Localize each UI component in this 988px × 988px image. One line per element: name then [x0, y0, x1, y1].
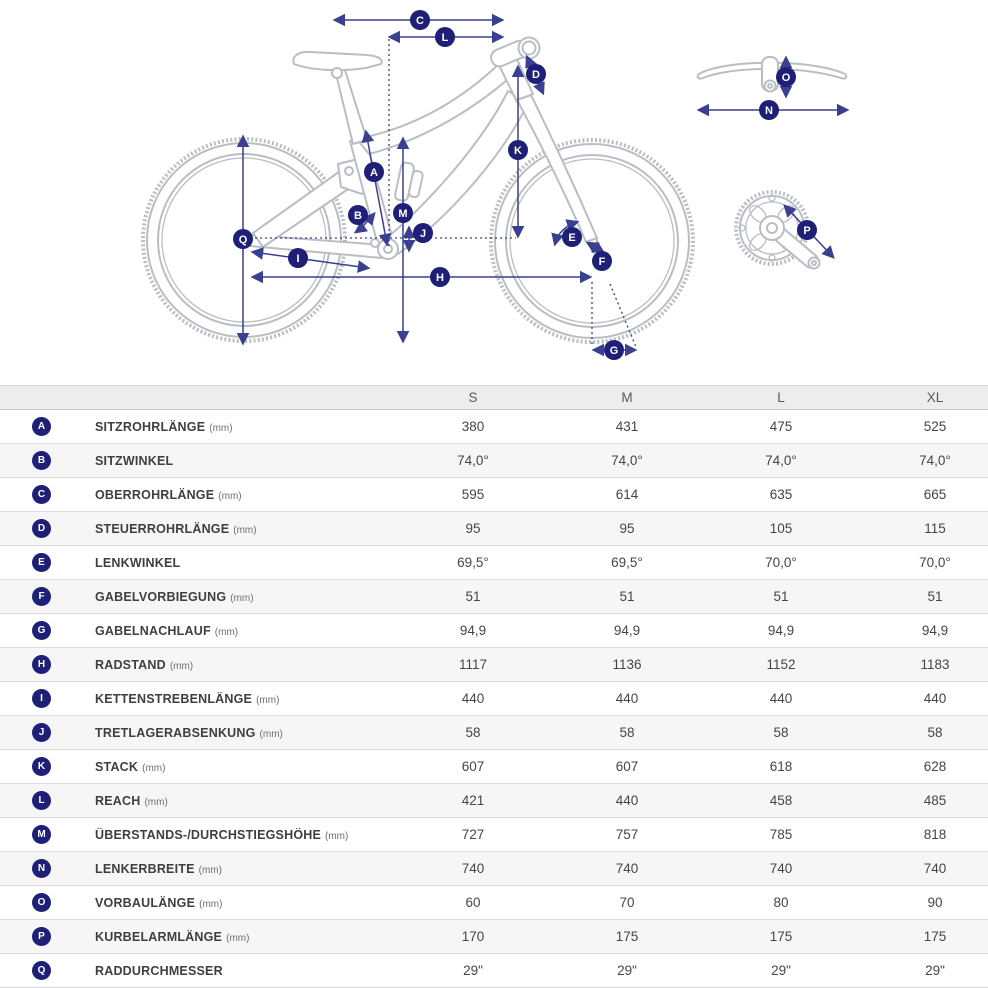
value-d-l: 105 [769, 521, 793, 536]
row-badge-cell [0, 553, 95, 572]
value-g-m: 94,9 [613, 623, 641, 638]
handlebar-illustration [698, 57, 847, 92]
row-letter-badge: M [32, 825, 51, 844]
table-row-h [0, 648, 988, 682]
row-badge-cell [0, 893, 95, 912]
row-unit: (mm) [325, 830, 349, 842]
row-letter-badge: E [32, 553, 51, 572]
value-o-l: 80 [773, 895, 789, 910]
value-m-l: 785 [769, 827, 793, 842]
value-q-l: 29" [771, 963, 791, 978]
marker-m [393, 203, 413, 223]
row-label-cell [95, 896, 396, 910]
column-header-m: M [621, 390, 633, 405]
table-row-o [0, 886, 988, 920]
column-header-s: S [468, 390, 478, 405]
value-k-s: 607 [461, 759, 485, 774]
value-p-xl: 175 [923, 929, 947, 944]
table-row-c [0, 478, 988, 512]
row-label-cell [95, 930, 396, 944]
table-row-p [0, 920, 988, 954]
value-c-m: 614 [615, 487, 639, 502]
marker-n [759, 100, 779, 120]
table-row-f [0, 580, 988, 614]
svg-text:H: H [436, 272, 444, 284]
row-label-cell [95, 760, 396, 774]
value-h-xl: 1183 [920, 657, 950, 672]
value-e-s: 69,5° [457, 555, 489, 570]
row-badge-cell [0, 519, 95, 538]
value-o-xl: 90 [927, 895, 943, 910]
value-p-l: 175 [769, 929, 793, 944]
row-label: GABELVORBIEGUNG [95, 589, 227, 604]
row-label-cell [95, 488, 396, 502]
value-b-m: 74,0° [611, 453, 643, 468]
value-k-xl: 628 [923, 759, 947, 774]
value-l-l: 458 [769, 793, 793, 808]
row-label-cell [95, 726, 396, 740]
marker-q [233, 229, 253, 249]
row-letter-badge: D [32, 519, 51, 538]
column-header-l: L [777, 390, 785, 405]
row-unit: (mm) [233, 524, 257, 536]
row-label-cell [95, 420, 396, 434]
svg-text:D: D [532, 69, 540, 81]
row-unit: (mm) [142, 762, 166, 774]
svg-text:G: G [609, 345, 619, 357]
value-b-xl: 74,0° [919, 453, 951, 468]
row-label: KURBELARMLÄNGE [95, 929, 223, 944]
row-letter-badge: A [32, 417, 51, 436]
front-wheel-illustration [491, 140, 693, 342]
table-row-d [0, 512, 988, 546]
value-b-s: 74,0° [457, 453, 489, 468]
value-n-l: 740 [769, 861, 793, 876]
value-h-l: 1152 [766, 657, 796, 672]
row-badge-cell [0, 791, 95, 810]
table-row-m [0, 818, 988, 852]
value-a-xl: 525 [923, 419, 947, 434]
value-i-xl: 440 [923, 691, 947, 706]
value-a-m: 431 [615, 419, 639, 434]
value-d-xl: 115 [924, 521, 946, 536]
value-j-l: 58 [773, 725, 789, 740]
table-row-j [0, 716, 988, 750]
value-l-s: 421 [461, 793, 485, 808]
value-m-xl: 818 [923, 827, 947, 842]
row-badge-cell [0, 927, 95, 946]
row-letter-badge: P [32, 927, 51, 946]
row-letter-badge: I [32, 689, 51, 708]
row-letter-badge: N [32, 859, 51, 878]
svg-text:C: C [416, 15, 424, 27]
value-p-s: 170 [461, 929, 485, 944]
svg-text:F: F [598, 256, 606, 268]
svg-text:B: B [354, 210, 362, 222]
row-unit: (mm) [198, 864, 222, 876]
row-letter-badge: K [32, 757, 51, 776]
row-badge-cell [0, 961, 95, 980]
value-n-s: 740 [461, 861, 485, 876]
table-row-g [0, 614, 988, 648]
row-label-cell [95, 794, 396, 808]
marker-a [364, 162, 384, 182]
row-unit: (mm) [144, 796, 168, 808]
row-unit: (mm) [230, 592, 254, 604]
value-c-l: 635 [769, 487, 793, 502]
column-header-xl: XL [926, 390, 944, 405]
row-unit: (mm) [218, 490, 242, 502]
row-letter-badge: F [32, 587, 51, 606]
value-c-xl: 665 [923, 487, 947, 502]
row-unit: (mm) [256, 694, 280, 706]
value-q-m: 29" [617, 963, 637, 978]
value-n-m: 740 [615, 861, 639, 876]
value-c-s: 595 [461, 487, 485, 502]
value-f-l: 51 [773, 589, 789, 604]
row-unit: (mm) [209, 422, 233, 434]
value-g-xl: 94,9 [921, 623, 949, 638]
row-label: REACH [95, 793, 141, 808]
row-label: VORBAULÄNGE [95, 895, 196, 910]
row-label: GABELNACHLAUF [95, 623, 211, 638]
row-badge-cell [0, 723, 95, 742]
table-row-b [0, 444, 988, 478]
svg-text:P: P [803, 225, 811, 237]
row-label: TRETLAGERABSENKUNG [95, 725, 256, 740]
row-label-cell [95, 624, 396, 638]
value-d-s: 95 [465, 521, 481, 536]
row-letter-badge: B [32, 451, 51, 470]
value-f-xl: 51 [927, 589, 943, 604]
value-i-m: 440 [615, 691, 639, 706]
row-label: ÜBERSTANDS-/DURCHSTIEGSHÖHE [95, 827, 322, 842]
table-header-row [0, 385, 988, 410]
table-row-i [0, 682, 988, 716]
table-row-n [0, 852, 988, 886]
row-label: RADDURCHMESSER [95, 963, 223, 978]
row-label: SITZROHRLÄNGE [95, 419, 206, 434]
row-label-cell [95, 692, 396, 706]
row-badge-cell [0, 587, 95, 606]
row-letter-badge: L [32, 791, 51, 810]
row-letter-badge: Q [32, 961, 51, 980]
marker-g [604, 340, 624, 360]
value-f-s: 51 [465, 589, 481, 604]
svg-text:L: L [441, 32, 449, 44]
value-i-s: 440 [461, 691, 485, 706]
marker-p [797, 220, 817, 240]
table-row-q [0, 954, 988, 988]
row-unit: (mm) [226, 932, 250, 944]
marker-j [413, 223, 433, 243]
row-label-cell [95, 658, 396, 672]
row-label: KETTENSTREBENLÄNGE [95, 691, 253, 706]
svg-text:Q: Q [238, 234, 248, 246]
value-q-s: 29" [463, 963, 483, 978]
value-h-s: 1117 [458, 657, 488, 672]
value-e-l: 70,0° [765, 555, 797, 570]
row-badge-cell [0, 451, 95, 470]
value-e-m: 69,5° [611, 555, 643, 570]
row-label-cell [95, 964, 396, 978]
row-label: STEUERROHRLÄNGE [95, 521, 230, 536]
row-label-cell [95, 828, 396, 842]
marker-e [562, 227, 582, 247]
row-label-cell [95, 556, 396, 570]
row-badge-cell [0, 689, 95, 708]
marker-i [288, 248, 308, 268]
row-badge-cell [0, 825, 95, 844]
row-letter-badge: H [32, 655, 51, 674]
row-label: OBERROHRLÄNGE [95, 487, 215, 502]
row-label: LENKWINKEL [95, 555, 181, 570]
row-label-cell [95, 590, 396, 604]
row-badge-cell [0, 859, 95, 878]
table-row-a [0, 410, 988, 444]
svg-text:A: A [370, 167, 378, 179]
marker-k [508, 140, 528, 160]
row-badge-cell [0, 757, 95, 776]
value-j-s: 58 [465, 725, 481, 740]
svg-text:K: K [514, 145, 522, 157]
row-letter-badge: J [32, 723, 51, 742]
row-label: RADSTAND [95, 657, 166, 672]
svg-text:E: E [568, 232, 576, 244]
row-unit: (mm) [259, 728, 283, 740]
value-j-xl: 58 [927, 725, 943, 740]
value-m-s: 727 [461, 827, 485, 842]
value-e-xl: 70,0° [919, 555, 951, 570]
value-a-s: 380 [461, 419, 485, 434]
row-badge-cell [0, 417, 95, 436]
value-k-m: 607 [615, 759, 639, 774]
svg-text:J: J [419, 228, 427, 240]
svg-text:I: I [296, 253, 300, 265]
row-letter-badge: G [32, 621, 51, 640]
row-badge-cell [0, 655, 95, 674]
marker-o [776, 67, 796, 87]
table-row-k [0, 750, 988, 784]
bike-geometry-diagram [0, 0, 988, 385]
row-badge-cell [0, 621, 95, 640]
svg-text:O: O [781, 72, 791, 84]
shock-illustration [394, 162, 424, 204]
value-h-m: 1136 [612, 657, 642, 672]
geometry-table [0, 385, 988, 988]
row-unit: (mm) [214, 626, 239, 638]
value-d-m: 95 [619, 521, 635, 536]
value-g-l: 94,9 [767, 623, 795, 638]
svg-text:M: M [398, 208, 408, 220]
row-label-cell [95, 522, 396, 536]
value-l-m: 440 [615, 793, 639, 808]
marker-b [348, 205, 368, 225]
table-row-e [0, 546, 988, 580]
value-k-l: 618 [769, 759, 793, 774]
row-badge-cell [0, 485, 95, 504]
row-label: LENKERBREITE [95, 861, 195, 876]
value-p-m: 175 [615, 929, 639, 944]
row-label: STACK [95, 759, 139, 774]
value-a-l: 475 [769, 419, 793, 434]
value-g-s: 94,9 [459, 623, 487, 638]
value-l-xl: 485 [923, 793, 947, 808]
table-body [0, 410, 988, 988]
row-label: SITZWINKEL [95, 453, 174, 468]
marker-h [430, 267, 450, 287]
row-unit: (mm) [199, 898, 223, 910]
value-j-m: 58 [619, 725, 635, 740]
row-label-cell [95, 862, 396, 876]
marker-d [526, 64, 546, 84]
value-q-xl: 29" [925, 963, 945, 978]
svg-text:N: N [765, 105, 773, 117]
value-o-m: 70 [619, 895, 635, 910]
table-row-l [0, 784, 988, 818]
value-i-l: 440 [769, 691, 793, 706]
value-f-m: 51 [619, 589, 635, 604]
value-o-s: 60 [465, 895, 481, 910]
value-n-xl: 740 [923, 861, 947, 876]
value-b-l: 74,0° [765, 453, 797, 468]
row-label-cell [95, 454, 396, 468]
marker-f [592, 251, 612, 271]
row-letter-badge: C [32, 485, 51, 504]
row-unit: (mm) [169, 660, 194, 672]
value-m-m: 757 [615, 827, 639, 842]
marker-c [410, 10, 430, 30]
marker-l [435, 27, 455, 47]
row-letter-badge: O [32, 893, 51, 912]
